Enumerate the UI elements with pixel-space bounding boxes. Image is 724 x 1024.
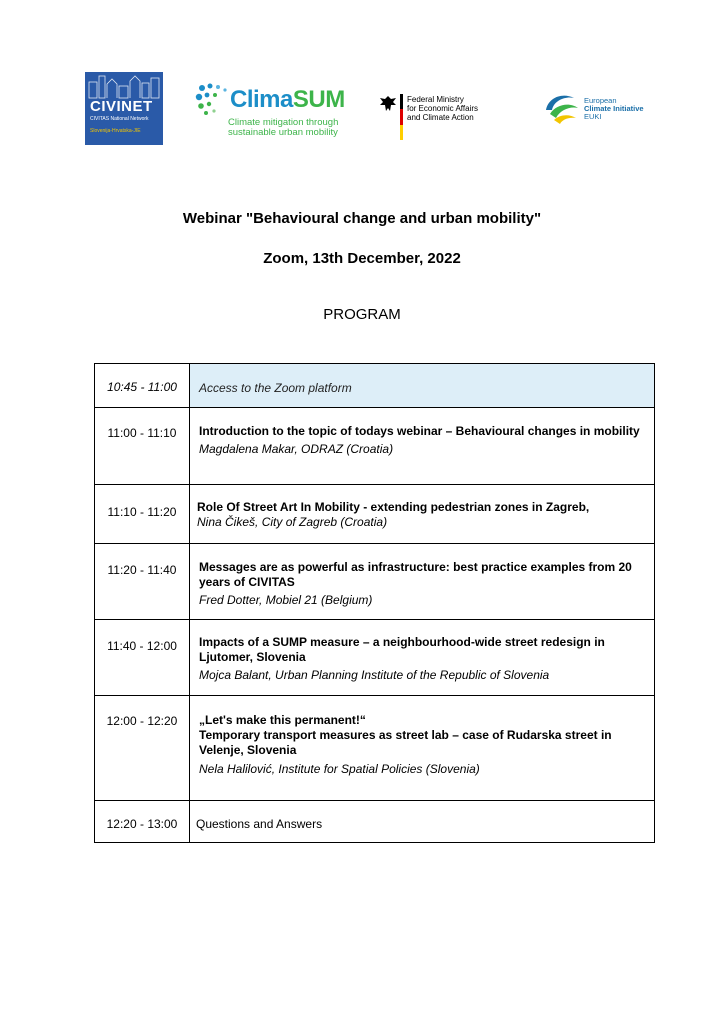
euki-logo [542, 88, 652, 128]
time-cell [95, 801, 190, 843]
session-quote: „Let's make this permanent!“ [199, 713, 366, 727]
webinar-title: Webinar "Behavioural change and urban mobility" [182, 210, 542, 227]
session-speaker: Nela Halilović, Institute for Spatial Policies (Slovenia) [199, 762, 480, 776]
content-cell [190, 544, 655, 620]
time-cell [95, 696, 190, 801]
content-cell [190, 408, 655, 485]
time-label: 11:40 - 12:00 [107, 639, 177, 653]
time-label: 12:20 - 13:00 [106, 817, 178, 831]
access-text: Access to the Zoom platform [199, 381, 352, 395]
climasum-logo [194, 82, 344, 142]
time-label: 11:20 - 11:40 [107, 563, 177, 577]
climasum-name [230, 86, 345, 114]
content-cell [190, 620, 655, 696]
euki-swirl-icon [542, 88, 582, 128]
german-flag-stripe [400, 94, 403, 140]
climasum-name-a: Clima [230, 86, 293, 113]
time-label: 11:10 - 11:20 [107, 505, 177, 519]
climasum-tagline: Climate mitigation through sustainable urban mobility [228, 117, 339, 138]
city-skyline-icon [85, 72, 163, 100]
time-label: 10:45 - 11:00 [107, 380, 177, 394]
content-cell [190, 485, 655, 544]
time-label: 11:00 - 11:10 [107, 426, 177, 440]
time-cell [95, 408, 190, 485]
time-cell [95, 620, 190, 696]
program-heading: PROGRAM [323, 306, 401, 323]
bmwk-text [407, 95, 478, 122]
session-speaker: Nina Čikeš, City of Zagreb (Croatia) [197, 515, 388, 529]
logo-bar [0, 72, 724, 147]
webinar-date: Zoom, 13th December, 2022 [263, 250, 461, 267]
session-speaker: Mojca Balant, Urban Planning Institute of the Republic of Slovenia [199, 668, 550, 682]
eagle-icon [378, 94, 398, 114]
session-speaker: Magdalena Makar, ODRAZ (Croatia) [199, 442, 394, 456]
content-cell [190, 801, 655, 843]
civinet-title: CIVINET [90, 98, 153, 115]
time-cell [95, 364, 190, 408]
bmwk-line1: Federal Ministry [407, 95, 464, 104]
dots-icon [194, 82, 230, 122]
civinet-region: Slovenija-Hrvatska-JIE [90, 128, 141, 134]
civinet-subtitle: CIVITAS National Network [90, 116, 149, 122]
euki-line2: Climate Initiative [584, 104, 644, 113]
content-cell [190, 696, 655, 801]
qa-text: Questions and Answers [196, 817, 323, 831]
time-cell [95, 544, 190, 620]
euki-line3: EUKI [584, 112, 602, 121]
time-cell [95, 485, 190, 544]
table-row [95, 364, 655, 408]
session-title: Messages are as powerful as infrastructure: best practice examples from 20 years of CIVITAS [199, 560, 632, 589]
table-row [95, 485, 655, 544]
civinet-logo [85, 72, 163, 145]
bmwk-line2: for Economic Affairs [407, 104, 478, 113]
bmwk-logo [378, 92, 488, 142]
session-speaker: Fred Dotter, Mobiel 21 (Belgium) [199, 593, 373, 607]
content-cell [190, 364, 655, 408]
program-table [94, 363, 655, 843]
table-row [95, 801, 655, 843]
session-title: Role Of Street Art In Mobility - extending pedestrian zones in Zagreb, [197, 500, 590, 514]
table-row [95, 544, 655, 620]
time-label: 12:00 - 12:20 [106, 714, 178, 728]
euki-line1: European [584, 96, 617, 105]
session-title: Introduction to the topic of todays webinar – Behavioural changes in mobility [199, 424, 640, 438]
table-row [95, 696, 655, 801]
bmwk-line3: and Climate Action [407, 113, 474, 122]
climasum-name-b: SUM [292, 86, 345, 113]
euki-text [584, 97, 644, 121]
table-row [95, 620, 655, 696]
session-title: Temporary transport measures as street lab – case of Rudarska street in Velenje, Slovenia [199, 728, 612, 757]
table-row [95, 408, 655, 485]
session-title: Impacts of a SUMP measure – a neighbourhood-wide street redesign in Ljutomer, Slovenia [199, 635, 605, 664]
